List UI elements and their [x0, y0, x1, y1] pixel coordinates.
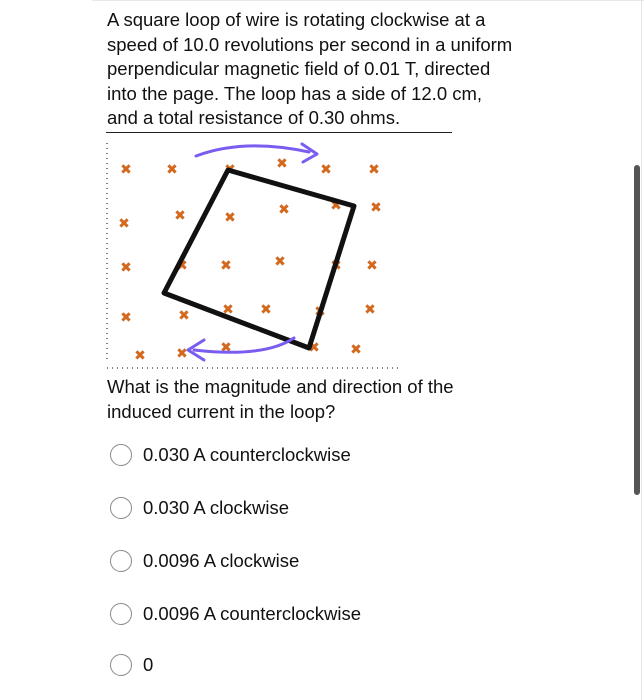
magnetic-field-marks: [118, 156, 382, 364]
field-into-page-mark: ✖: [176, 346, 188, 362]
field-into-page-mark: ✖: [120, 310, 132, 326]
field-into-page-mark: ✖: [320, 162, 332, 178]
option-0-030-counterclockwise[interactable]: [110, 440, 351, 470]
radio-button[interactable]: [110, 550, 132, 572]
rotating-loop-figure: [104, 138, 404, 378]
question-line: perpendicular magnetic field of 0.01 T, directed: [107, 58, 491, 79]
field-into-page-mark: ✖: [166, 162, 178, 178]
field-into-page-mark: ✖: [220, 258, 232, 274]
radio-button[interactable]: [110, 654, 132, 676]
field-into-page-mark: ✖: [120, 260, 132, 276]
wire-loop: [164, 170, 354, 348]
radio-button[interactable]: [110, 603, 132, 625]
question-line: and a total resistance of 0.30 ohms.: [107, 107, 401, 128]
question-line: into the page. The loop has a side of 12.0 cm,: [107, 82, 483, 104]
frame-border-right: [641, 0, 642, 700]
field-into-page-mark: ✖: [220, 340, 232, 356]
field-into-page-mark: ✖: [274, 254, 286, 270]
field-into-page-mark: ✖: [350, 342, 362, 358]
question-line: speed of 10.0 revolutions per second in a uniform: [107, 33, 513, 55]
radio-button[interactable]: [110, 444, 132, 466]
field-into-page-mark: ✖: [224, 210, 236, 226]
option-zero[interactable]: [110, 650, 153, 680]
option-label: 0.0096 A clockwise: [143, 550, 300, 571]
prompt-text: [107, 375, 587, 424]
field-into-page-mark: ✖: [314, 304, 326, 320]
field-into-page-mark: ✖: [260, 302, 272, 318]
question-line: A square loop of wire is rotating clockwise at a: [107, 9, 486, 30]
question-underline: [106, 132, 452, 133]
frame-border-top: [92, 0, 644, 1]
prompt-line: induced current in the loop?: [107, 400, 336, 422]
field-into-page-mark: ✖: [364, 302, 376, 318]
scrollbar-thumb[interactable]: [634, 165, 640, 495]
field-into-page-mark: ✖: [370, 200, 382, 216]
field-into-page-mark: ✖: [330, 258, 342, 274]
field-into-page-mark: ✖: [278, 202, 290, 218]
field-into-page-mark: ✖: [224, 162, 236, 178]
field-into-page-mark: ✖: [176, 258, 188, 274]
option-label: 0.030 A counterclockwise: [143, 444, 351, 465]
field-into-page-mark: ✖: [368, 162, 380, 178]
field-into-page-mark: ✖: [174, 208, 186, 224]
question-text: [107, 8, 592, 131]
field-into-page-mark: ✖: [134, 348, 146, 364]
field-into-page-mark: ✖: [308, 340, 320, 356]
field-into-page-mark: ✖: [330, 198, 342, 214]
rotation-arrow-bottom: [194, 338, 294, 352]
option-label: 0.0096 A counterclockwise: [143, 603, 362, 624]
field-into-page-mark: ✖: [222, 302, 234, 318]
field-into-page-mark: ✖: [120, 162, 132, 178]
field-into-page-mark: ✖: [118, 216, 130, 232]
rotation-arrow-top: [196, 146, 309, 156]
prompt-line: What is the magnitude and direction of the: [107, 376, 454, 397]
option-label: 0: [143, 654, 154, 675]
field-into-page-mark: ✖: [178, 308, 190, 324]
option-0-0096-clockwise[interactable]: [110, 546, 299, 576]
field-into-page-mark: ✖: [366, 258, 378, 274]
option-label: 0.030 A clockwise: [143, 497, 290, 518]
option-0-0096-counterclockwise[interactable]: [110, 599, 361, 629]
radio-button[interactable]: [110, 497, 132, 519]
option-0-030-clockwise[interactable]: [110, 493, 289, 523]
field-into-page-mark: ✖: [276, 156, 288, 172]
